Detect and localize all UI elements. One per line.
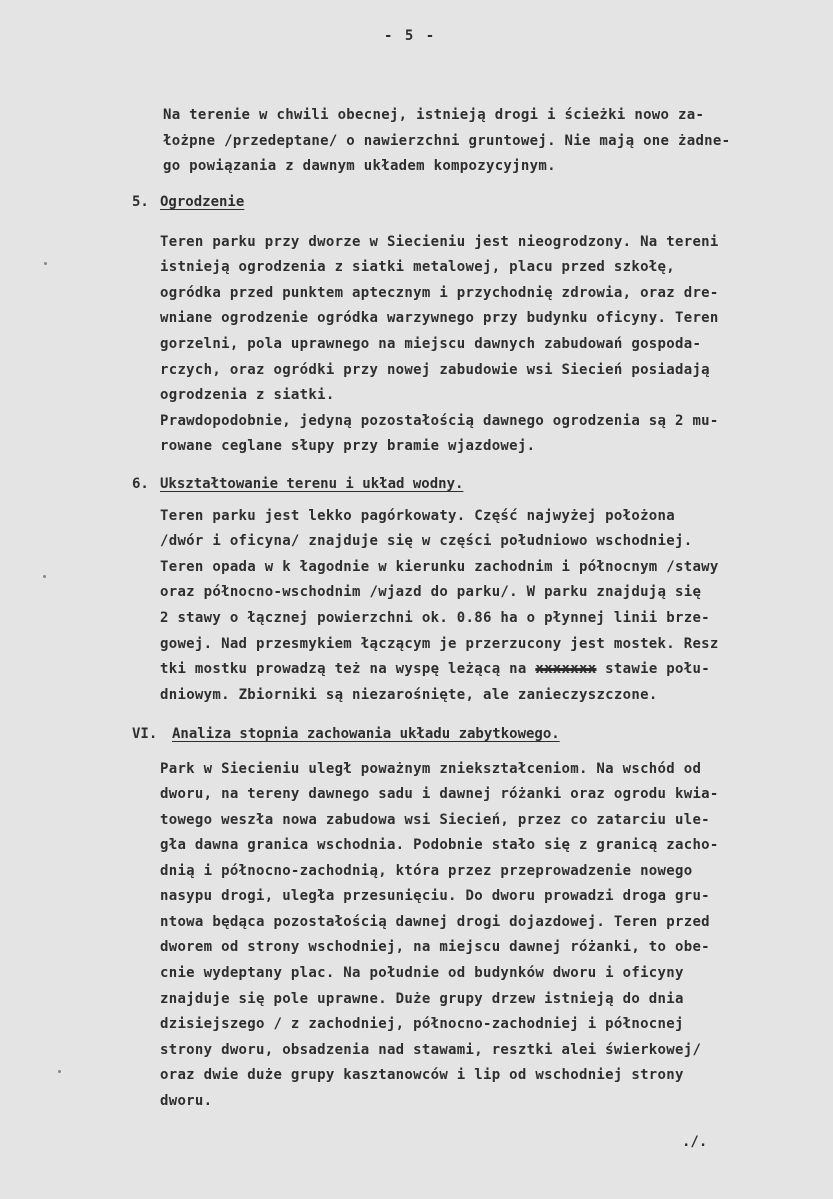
- section-6-line-7-tail: stawie połu-: [596, 661, 710, 677]
- section-5-line-8: Prawdopodobnie, jedyną pozostałością dawnego ogrodzenia są 2 mu-: [160, 413, 719, 429]
- section-6-line-5: 2 stawy o łącznej powierzchni ok. 0.86 ha o płynnej linii brze-: [160, 610, 710, 626]
- section-vi-line-10: znajduje się pole uprawne. Duże grupy drzew istnieją do dnia: [160, 991, 684, 1007]
- intro-line-3: go powiązania z dawnym układem kompozycyjnym.: [163, 158, 556, 174]
- section-5-line-1: Teren parku przy dworze w Siecieniu jest nieogrodzony. Na tereni: [160, 234, 719, 250]
- section-6-line-1: Teren parku jest lekko pagórkowaty. Część najwyżej położona: [160, 508, 675, 524]
- section-5-line-9: rowane ceglane słupy przy bramie wjazdowej.: [160, 438, 536, 454]
- section-6-line-3: Teren opada w k łagodnie w kierunku zachodnim i północnym /stawy: [160, 559, 719, 575]
- page-number: - 5 -: [384, 28, 437, 44]
- section-vi-line-2: dworu, na tereny dawnego sadu i dawnej różanki oraz ogrodu kwia-: [160, 786, 719, 802]
- intro-line-2: łożpne /przedeptane/ o nawierzchni gruntowej. Nie mają one żadne-: [163, 133, 731, 149]
- section-vi-line-11: dzisiejszego / z zachodniej, północno-zachodniej i północnej: [160, 1016, 684, 1032]
- section-vi-line-8: dworem od strony wschodniej, na miejscu dawnej różanki, to obe-: [160, 939, 710, 955]
- section-vi-line-5: dnią i północno-zachodnią, która przez przeprowadzenie nowego: [160, 863, 693, 879]
- paper-speck: [44, 262, 47, 265]
- section-5-line-4: wniane ogrodzenie ogródka warzywnego przy budynku oficyny. Teren: [160, 310, 719, 326]
- section-vi-line-12: strony dworu, obsadzenia nad stawami, resztki alei świerkowej/: [160, 1042, 702, 1058]
- section-6-number: 6.: [132, 476, 149, 492]
- section-5-line-6: rczych, oraz ogródki przy nowej zabudowie wsi Siecień posiadają: [160, 362, 710, 378]
- paper-speck: [43, 575, 46, 578]
- section-vi-title: Analiza stopnia zachowania układu zabytkowego.: [172, 726, 560, 742]
- section-5-number: 5.: [132, 194, 149, 210]
- section-6-line-8-text: niowym. Zbiorniki są niezarośnięte, ale zanieczyszczone.: [168, 687, 658, 703]
- section-vi-number: VI.: [132, 726, 158, 742]
- section-6-line-7-text: tki mostku prowadzą też na wyspę leżącą na: [160, 661, 536, 677]
- continuation-mark: ./.: [682, 1134, 708, 1150]
- section-6-line-8-head: d: [160, 687, 169, 703]
- section-6-line-8: [160, 686, 833, 704]
- section-vi-line-3: towego weszła nowa zabudowa wsi Siecień, przez co zatarciu ule-: [160, 812, 710, 828]
- section-vi-line-13: oraz dwie duże grupy kasztanowców i lip od wschodniej strony: [160, 1067, 684, 1083]
- section-5-line-5: gorzelni, pola uprawnego na miejscu dawnych zabudowań gospoda-: [160, 336, 702, 352]
- section-vi-line-7: ntowa będąca pozostałością dawnej drogi dojazdowej. Teren przed: [160, 914, 710, 930]
- section-6-line-7: [160, 660, 833, 678]
- section-5-title: Ogrodzenie: [160, 194, 245, 210]
- section-6-line-6: gowej. Nad przesmykiem łączącym je przerzucony jest mostek. Resz: [160, 636, 719, 652]
- section-vi-line-9: cnie wydeptany plac. Na południe od budynków dworu i oficyny: [160, 965, 684, 981]
- section-vi-line-14: dworu.: [160, 1093, 213, 1109]
- section-5-line-3: ogródka przed punktem aptecznym i przychodnię zdrowia, oraz dre-: [160, 285, 719, 301]
- section-vi-line-4: gła dawna granica wschodnia. Podobnie stało się z granicą zacho-: [160, 837, 719, 853]
- section-5-line-7: ogrodzenia z siatki.: [160, 387, 335, 403]
- section-vi-line-1: Park w Siecieniu uległ poważnym zniekształceniom. Na wschód od: [160, 761, 702, 777]
- section-6-line-4: oraz północno-wschodnim /wjazd do parku/. W parku znajdują się: [160, 584, 702, 600]
- section-vi-line-6: nasypu drogi, uległa przesunięciu. Do dworu prowadzi droga gru-: [160, 888, 710, 904]
- paper-speck: [58, 1070, 61, 1073]
- section-6-line-2: /dwór i oficyna/ znajduje się w części południowo wschodniej.: [160, 533, 693, 549]
- section-5-line-2: istnieją ogrodzenia z siatki metalowej, placu przed szkołę,: [160, 259, 675, 275]
- struck-word: xxxxxxx: [535, 661, 597, 677]
- section-6-title: Ukształtowanie terenu i układ wodny.: [160, 476, 464, 492]
- intro-line-1: Na terenie w chwili obecnej, istnieją drogi i ścieżki nowo za-: [163, 107, 705, 123]
